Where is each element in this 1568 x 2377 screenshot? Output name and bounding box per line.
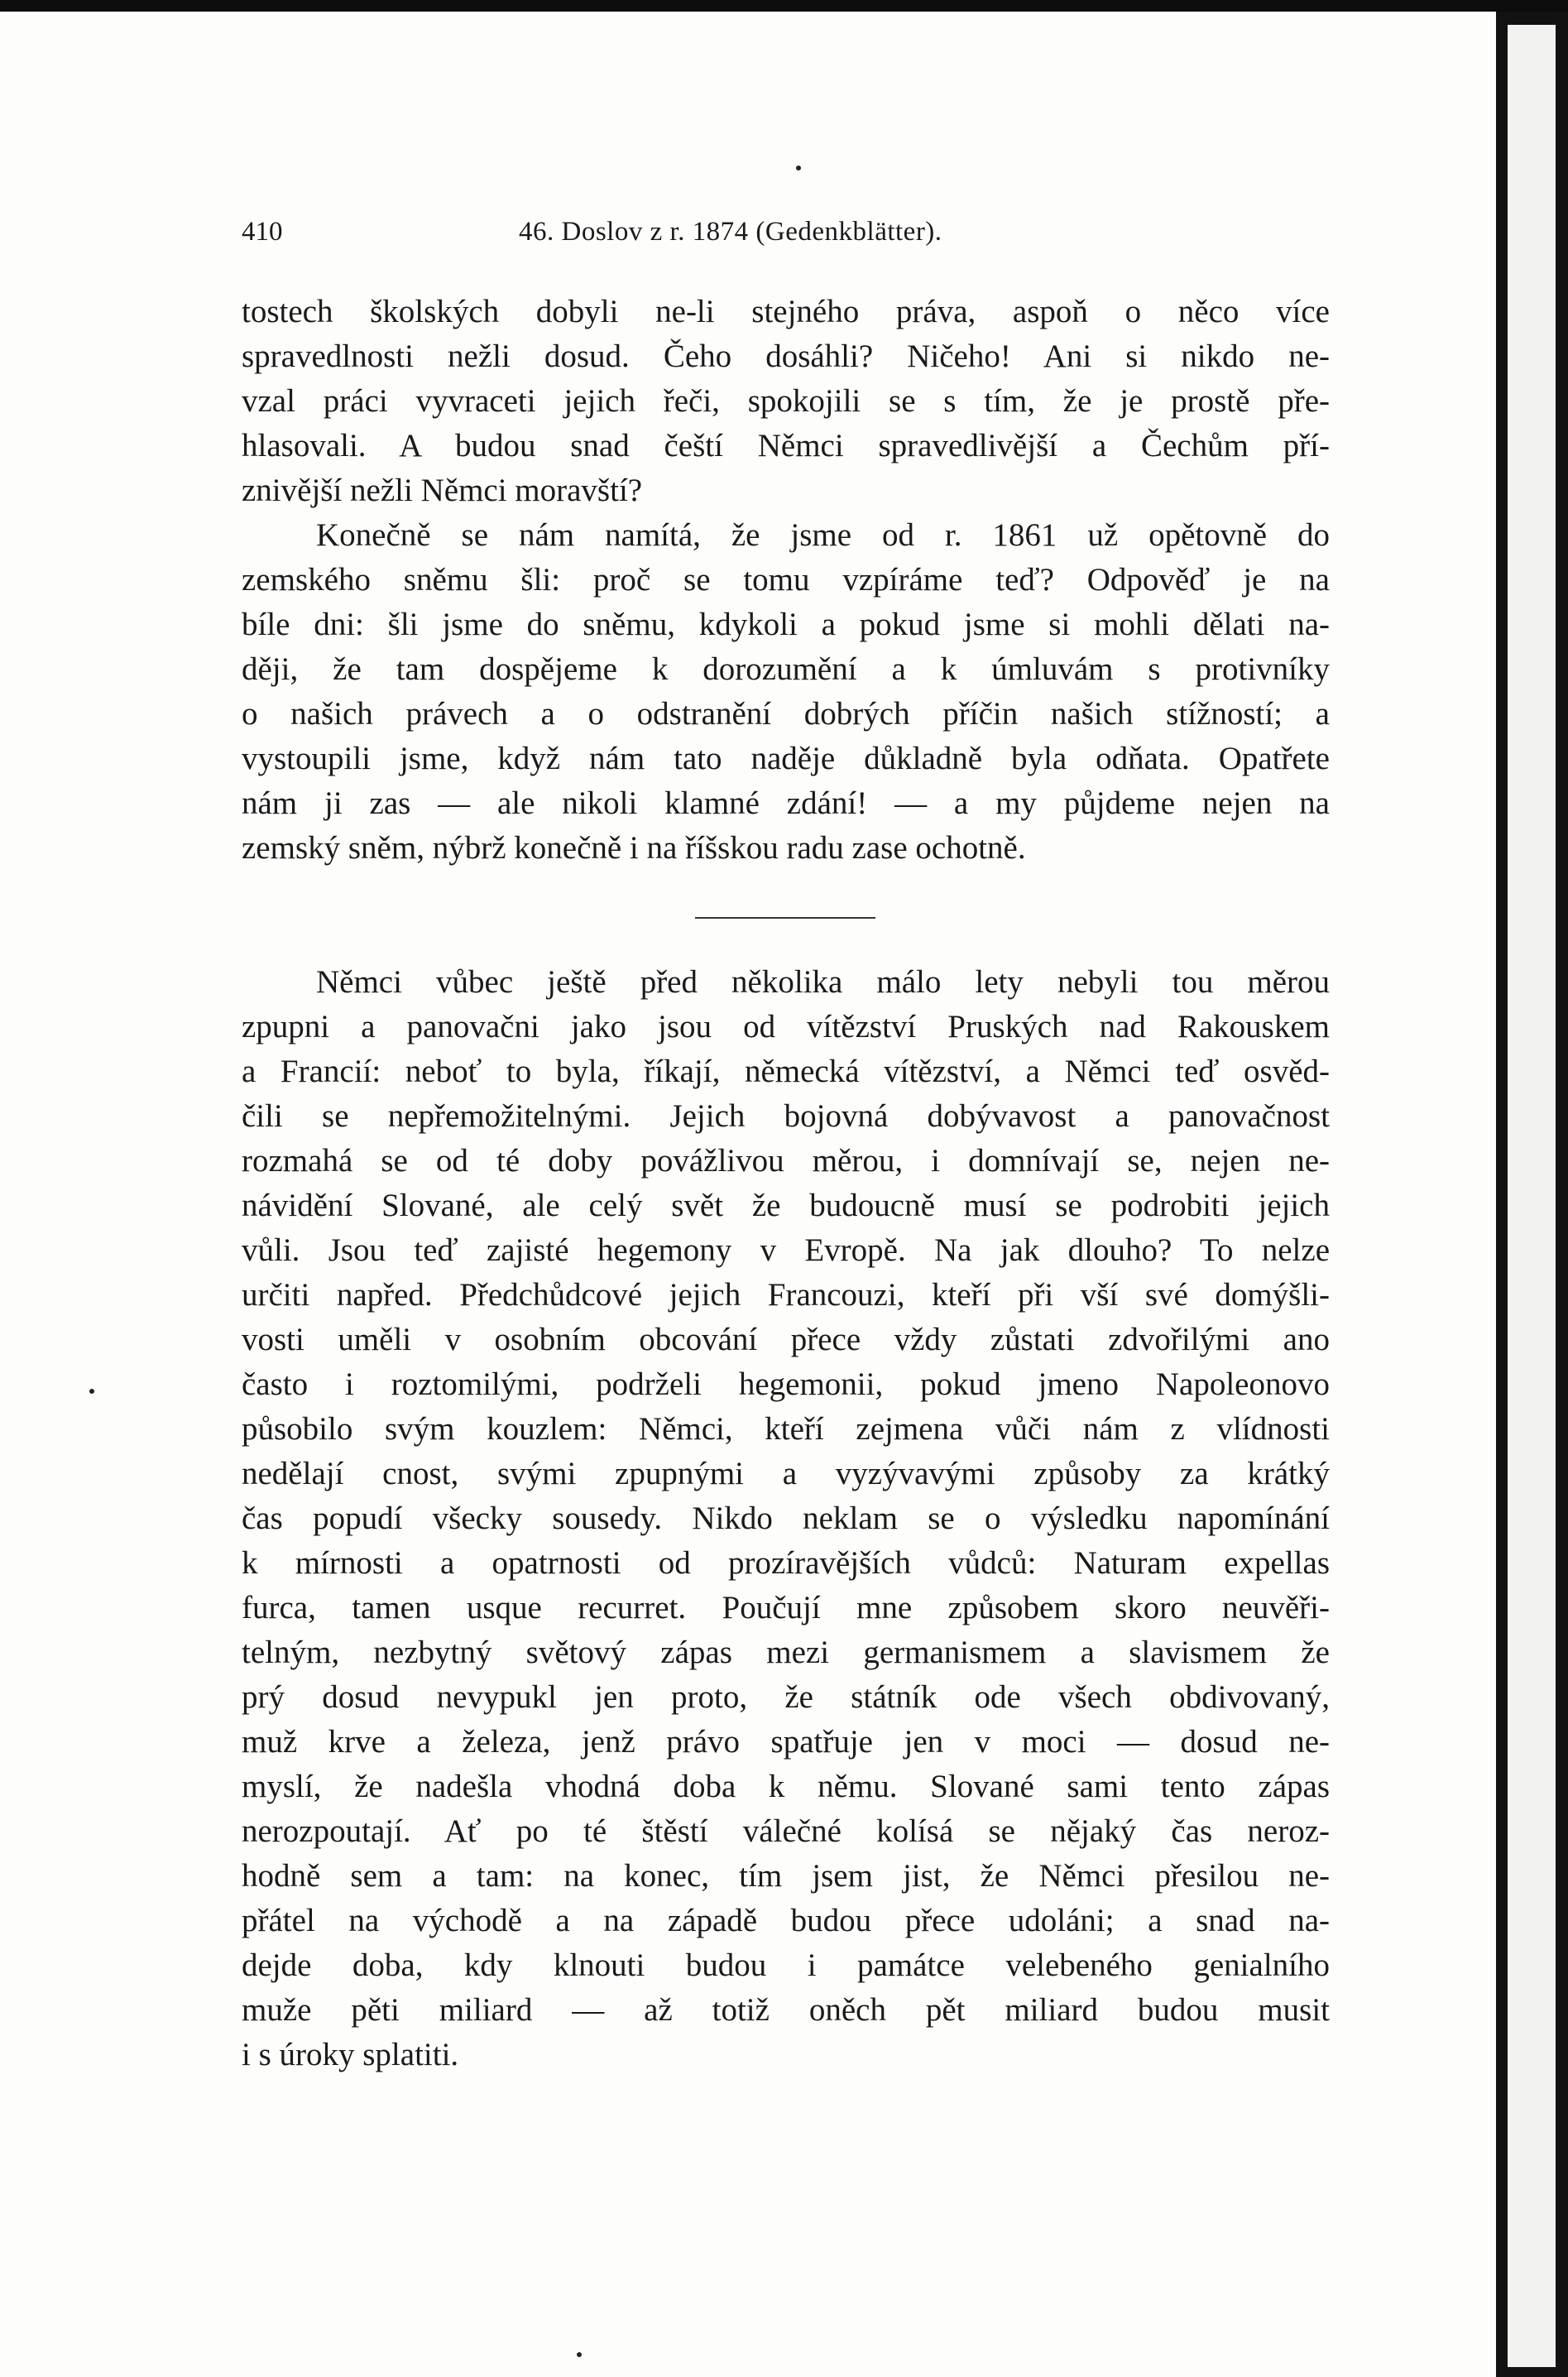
text-line: spravedlnosti nežli dosud. Čeho dosáhli? Ničeho! Ani si nikdo ne- xyxy=(242,339,1330,374)
scan-speck xyxy=(89,1389,94,1394)
text-line: zemského sněmu šli: proč se tomu vzpíráme teď? Odpověď je na xyxy=(242,562,1330,598)
text-line: znivější nežli Němci moravští? xyxy=(242,473,643,508)
text-line: nám ji zas — ale nikoli klamné zdání! — a my půjdeme nejen na xyxy=(242,785,1330,821)
text-line: často i roztomilými, podrželi hegemonii, pokud jmeno Napoleonovo xyxy=(242,1366,1330,1402)
text-line: k mírnosti a opatrnosti od prozíravějších vůdců: Naturam expellas xyxy=(242,1545,1330,1581)
text-line: hodně sem a tam: na konec, tím jsem jist, že Němci přesilou ne- xyxy=(242,1858,1330,1894)
text-line: vystoupili jsme, když nám tato naděje důkladně byla odňata. Opatřete xyxy=(242,741,1330,776)
text-line: hlasovali. A budou snad čeští Němci spravedlivější a Čechům pří- xyxy=(242,428,1330,463)
page-number: 410 xyxy=(242,217,283,247)
text-line: Němci vůbec ještě před několika málo lety nebyli tou měrou xyxy=(316,964,1330,1000)
text-line: dejde doba, kdy klnouti budou i památce velebeného genialního xyxy=(242,1947,1330,1983)
adjacent-page-edge xyxy=(1508,25,1556,2367)
text-line: přátel na východě a na západě budou přece udoláni; a snad na- xyxy=(242,1903,1330,1938)
text-line: zemský sněm, nýbrž konečně i na říšskou radu zase ochotně. xyxy=(242,830,1026,866)
paragraph-3 xyxy=(242,960,1330,2077)
text-line: návidění Slované, ale celý svět že budoucně musí se podrobiti jejich xyxy=(242,1188,1330,1223)
text-line: tostech školských dobyli ne-li stejného práva, aspoň o něco více xyxy=(242,294,1330,329)
running-head: 46. Doslov z r. 1874 (Gedenkblätter). xyxy=(519,217,942,247)
text-line: myslí, že nadešla vhodná doba k němu. Slované sami tento zápas xyxy=(242,1769,1330,1804)
text-line: určiti napřed. Předchůdcové jejich Francouzi, kteří při vší své domýšli- xyxy=(242,1277,1330,1313)
text-line: furca, tamen usque recurret. Poučují mne způsobem skoro neuvěři- xyxy=(242,1590,1330,1625)
text-line: čili se nepřemožitelnými. Jejich bojovná dobývavost a panovačnost xyxy=(242,1098,1330,1134)
text-line: a Francií: neboť to byla, říkají, německá vítězství, a Němci teď osvěd- xyxy=(242,1054,1330,1089)
text-line: o našich právech a o odstranění dobrých příčin našich stížností; a xyxy=(242,696,1330,732)
text-line: telným, nezbytný světový zápas mezi germanismem a slavismem že xyxy=(242,1635,1330,1670)
text-line: muž krve a železa, jenž právo spatřuje jen v moci — dosud ne- xyxy=(242,1724,1330,1760)
scan-speck xyxy=(796,166,801,170)
text-line: vůli. Jsou teď zajisté hegemony v Evropě. Na jak dlouho? To nelze xyxy=(242,1232,1330,1268)
text-line: ději, že tam dospějeme k dorozumění a k úmluvám s protivníky xyxy=(242,651,1330,687)
text-line: vzal práci vyvraceti jejich řeči, spokojili se s tím, že je prostě pře- xyxy=(242,383,1330,419)
text-line: nedělají cnost, svými zpupnými a vyzývavými způsoby za krátký xyxy=(242,1456,1330,1491)
text-line: Konečně se nám namítá, že jsme od r. 1861 už opětovně do xyxy=(316,517,1330,553)
paragraph-1 xyxy=(242,290,1330,513)
text-line: čas popudí všecky sousedy. Nikdo neklam se o výsledku napomínání xyxy=(242,1501,1330,1536)
text-line: prý dosud nevypukl jen proto, že státník ode všech obdivovaný, xyxy=(242,1679,1330,1715)
page-header xyxy=(242,217,1342,258)
text-line: muže pěti miliard — až totiž oněch pět miliard budou musit xyxy=(242,1992,1330,2028)
scan-speck xyxy=(577,2352,582,2357)
text-line: působilo svým kouzlem: Němci, kteří zejmena vůči nám z vlídnosti xyxy=(242,1411,1330,1447)
text-line: nerozpoutají. Ať po té štěstí válečné kolísá se nějaký čas neroz- xyxy=(242,1813,1330,1849)
text-line: bíle dni: šli jsme do sněmu, kdykoli a pokud jsme si mohli dělati na- xyxy=(242,607,1330,642)
text-line: vosti uměli v osobním obcování přece vždy zůstati zdvořilými ano xyxy=(242,1322,1330,1357)
text-line: i s úroky splatiti. xyxy=(242,2037,459,2072)
paragraph-2 xyxy=(242,513,1330,871)
section-separator xyxy=(695,917,875,919)
text-line: rozmahá se od té doby povážlivou měrou, i domnívají se, nejen ne- xyxy=(242,1143,1330,1179)
text-line: zpupni a panovačni jako jsou od vítězství Pruských nad Rakouskem xyxy=(242,1009,1330,1044)
